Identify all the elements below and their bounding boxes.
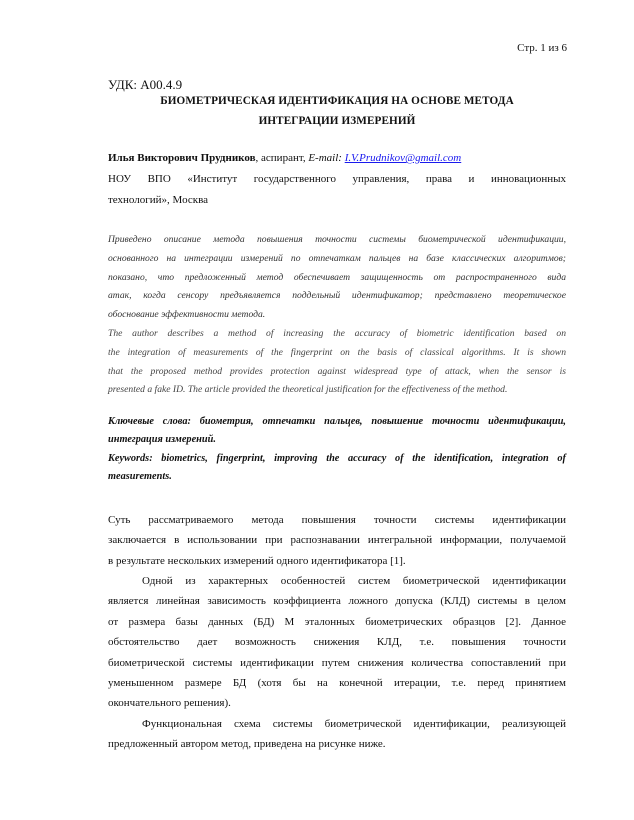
- body-paragraph-2: [108, 571, 566, 714]
- udk-code: УДК: А00.4.9: [108, 77, 183, 92]
- body-line: в результате нескольких измерений одного идентификатора [1].: [108, 554, 406, 567]
- body-line: биометрической системы идентификации путем снижения количества сопоставлений при: [108, 656, 566, 669]
- body-line: от размера базы данных (БД) M эталонных биометрических образцов [2]. Данное: [108, 615, 566, 628]
- author-block: [108, 148, 566, 211]
- body-paragraph-3: [108, 714, 566, 755]
- abstract-ru-line: Приведено описание метода повышения точности системы биометрической идентификации,: [108, 234, 566, 245]
- body-line: обстоятельство дает возможность снижения КЛД, т.е. повышения точности: [108, 636, 566, 649]
- body-line: Функциональная схема системы биометрической идентификации, реализующей: [142, 718, 566, 730]
- abstract-ru-line: основанного на интеграции измерений по отпечаткам пальцев на базе классических алгоритмов;: [108, 252, 566, 264]
- body-line: Одной из характерных особенностей систем биометрической идентификации: [142, 575, 566, 587]
- body-line: является линейная зависимость коэффициента ложного допуска (КЛД) системы в целом: [108, 595, 566, 608]
- page-number: Стр. 1 из 6: [517, 42, 567, 54]
- keywords-en-line: Keywords: biometrics, fingerprint, improving the accuracy of the identification, integration of: [108, 453, 566, 464]
- body-paragraph-1: [108, 510, 566, 571]
- affiliation-line-1: НОУ ВПО «Институт государственного управления, права и инновационных: [108, 173, 566, 185]
- body-line: уменьшенном размере БД (хотя бы на конечной итерации, т.е. перед принятием: [108, 677, 566, 690]
- abstract-ru-line: атак, когда сенсору предъявляется поддельный идентификатор; представлено теоретическое: [108, 290, 566, 302]
- keywords-en-line: measurements.: [108, 471, 172, 482]
- author-name: Илья Викторович Прудников: [108, 152, 256, 164]
- body-line: предложенный автором метод, приведена на рисунке ниже.: [108, 738, 386, 751]
- abstract-en-line: The author describes a method of increasing the accuracy of biometric identification based on: [108, 328, 566, 339]
- keywords-ru-line: Ключевые слова: биометрия, отпечатки пальцев, повышение точности идентификации,: [108, 416, 566, 427]
- body-line: окончательного решения).: [108, 697, 231, 710]
- author-role: , аспирант,: [255, 152, 309, 164]
- email-link[interactable]: I.V.Prudnikov@gmail.com: [344, 152, 462, 164]
- abstract-en-line: that the proposed method provides protection against widespread type of attack, when the sensor is: [108, 365, 566, 377]
- keywords-english: [108, 450, 566, 486]
- body-line: Суть рассматриваемого метода повышения точности системы идентификации: [108, 514, 566, 526]
- abstract-ru-line: обоснование эффективности метода.: [108, 309, 266, 321]
- paper-title-line-2: ИНТЕГРАЦИИ ИЗМЕРЕНИЙ: [258, 115, 416, 127]
- affiliation-line-2: технологий», Москва: [108, 194, 208, 206]
- body-line: заключается в использовании при распознавании интегральной информации, получаемой: [108, 534, 566, 547]
- abstract-ru-line: показано, что предложенный метод обеспечивает защищенность от распространенного вида: [108, 271, 566, 283]
- author-line: [108, 148, 566, 169]
- keywords-ru-line: интеграция измерений.: [108, 434, 216, 445]
- abstract-en-line: the integration of measurements of the fingerprint on the basis of classical algorithms. It is shown: [108, 346, 566, 358]
- email-label: E-mail:: [308, 152, 345, 164]
- paper-title-line-1: БИОМЕТРИЧЕСКАЯ ИДЕНТИФИКАЦИЯ НА ОСНОВЕ МЕТОДА: [160, 95, 514, 107]
- keywords-russian: [108, 413, 566, 449]
- abstract-russian: [108, 231, 566, 325]
- abstract-en-line: presented a fake ID. The article provided the theoretical justification for the effectiveness of the method.: [108, 384, 508, 396]
- abstract-english: [108, 325, 566, 400]
